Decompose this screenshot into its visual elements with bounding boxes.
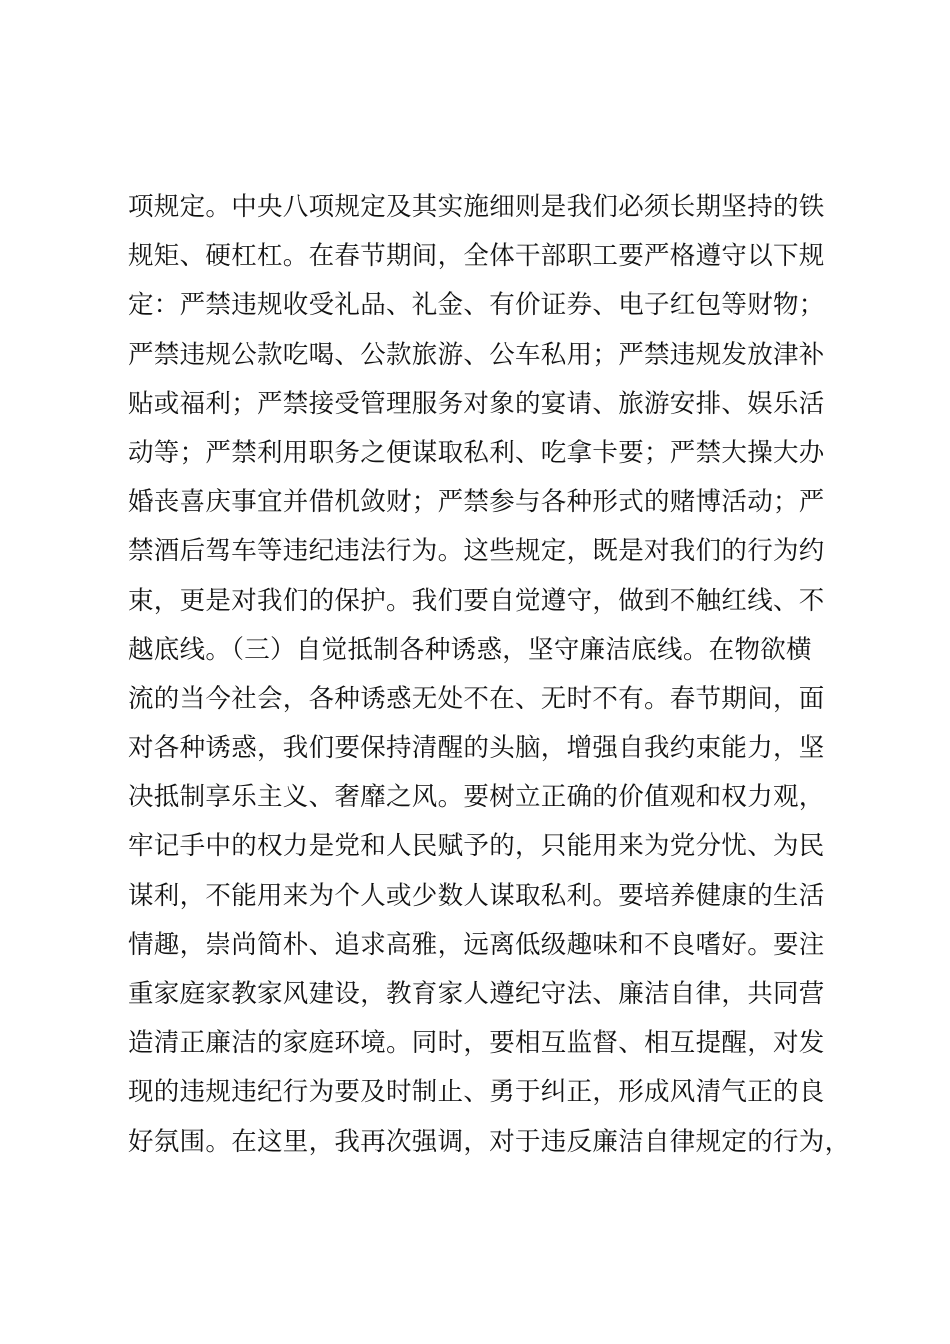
text-line: 好氛围。在这里，我再次强调，对于违反廉洁自律规定的行为， bbox=[128, 1126, 851, 1157]
text-line: 对各种诱惑，我们要保持清醒的头脑，增强自我约束能力，坚 bbox=[128, 733, 825, 764]
text-line: 牢记手中的权力是党和人民赋予的，只能用来为党分忧、为民 bbox=[128, 831, 825, 862]
text-line: 束，更是对我们的保护。我们要自觉遵守，做到不触红线、不 bbox=[128, 585, 825, 616]
text-line: 婚丧喜庆事宜并借机敛财；严禁参与各种形式的赌博活动；严 bbox=[128, 487, 825, 518]
text-line: 谋利，不能用来为个人或少数人谋取私利。要培养健康的生活 bbox=[128, 880, 825, 911]
body-text bbox=[128, 183, 851, 1167]
text-line: 决抵制享乐主义、奢靡之风。要树立正确的价值观和权力观， bbox=[128, 782, 825, 813]
text-line: 禁酒后驾车等违纪违法行为。这些规定，既是对我们的行为约 bbox=[128, 536, 825, 567]
text-line: 造清正廉洁的家庭环境。同时，要相互监督、相互提醒，对发 bbox=[128, 1028, 825, 1059]
text-line: 动等；严禁利用职务之便谋取私利、吃拿卡要；严禁大操大办 bbox=[128, 437, 825, 468]
text-line: 定：严禁违规收受礼品、礼金、有价证券、电子红包等财物； bbox=[128, 290, 825, 321]
text-line: 现的违规违纪行为要及时制止、勇于纠正，形成风清气正的良 bbox=[128, 1077, 825, 1108]
text-line: 越底线。（三）自觉抵制各种诱惑，坚守廉洁底线。在物欲横 bbox=[128, 634, 812, 665]
text-line: 规矩、硬杠杠。在春节期间，全体干部职工要严格遵守以下规 bbox=[128, 241, 825, 272]
text-line: 严禁违规公款吃喝、公款旅游、公车私用；严禁违规发放津补 bbox=[128, 339, 825, 370]
text-line: 重家庭家教家风建设，教育家人遵纪守法、廉洁自律，共同营 bbox=[128, 979, 825, 1009]
text-line: 情趣，崇尚简朴、追求高雅，远离低级趣味和不良嗜好。要注 bbox=[128, 929, 825, 960]
text-line: 项规定。中央八项规定及其实施细则是我们必须长期坚持的铁 bbox=[128, 192, 825, 222]
text-line: 流的当今社会，各种诱惑无处不在、无时不有。春节期间，面 bbox=[128, 683, 825, 714]
text-line: 贴或福利；严禁接受管理服务对象的宴请、旅游安排、娱乐活 bbox=[128, 388, 825, 419]
